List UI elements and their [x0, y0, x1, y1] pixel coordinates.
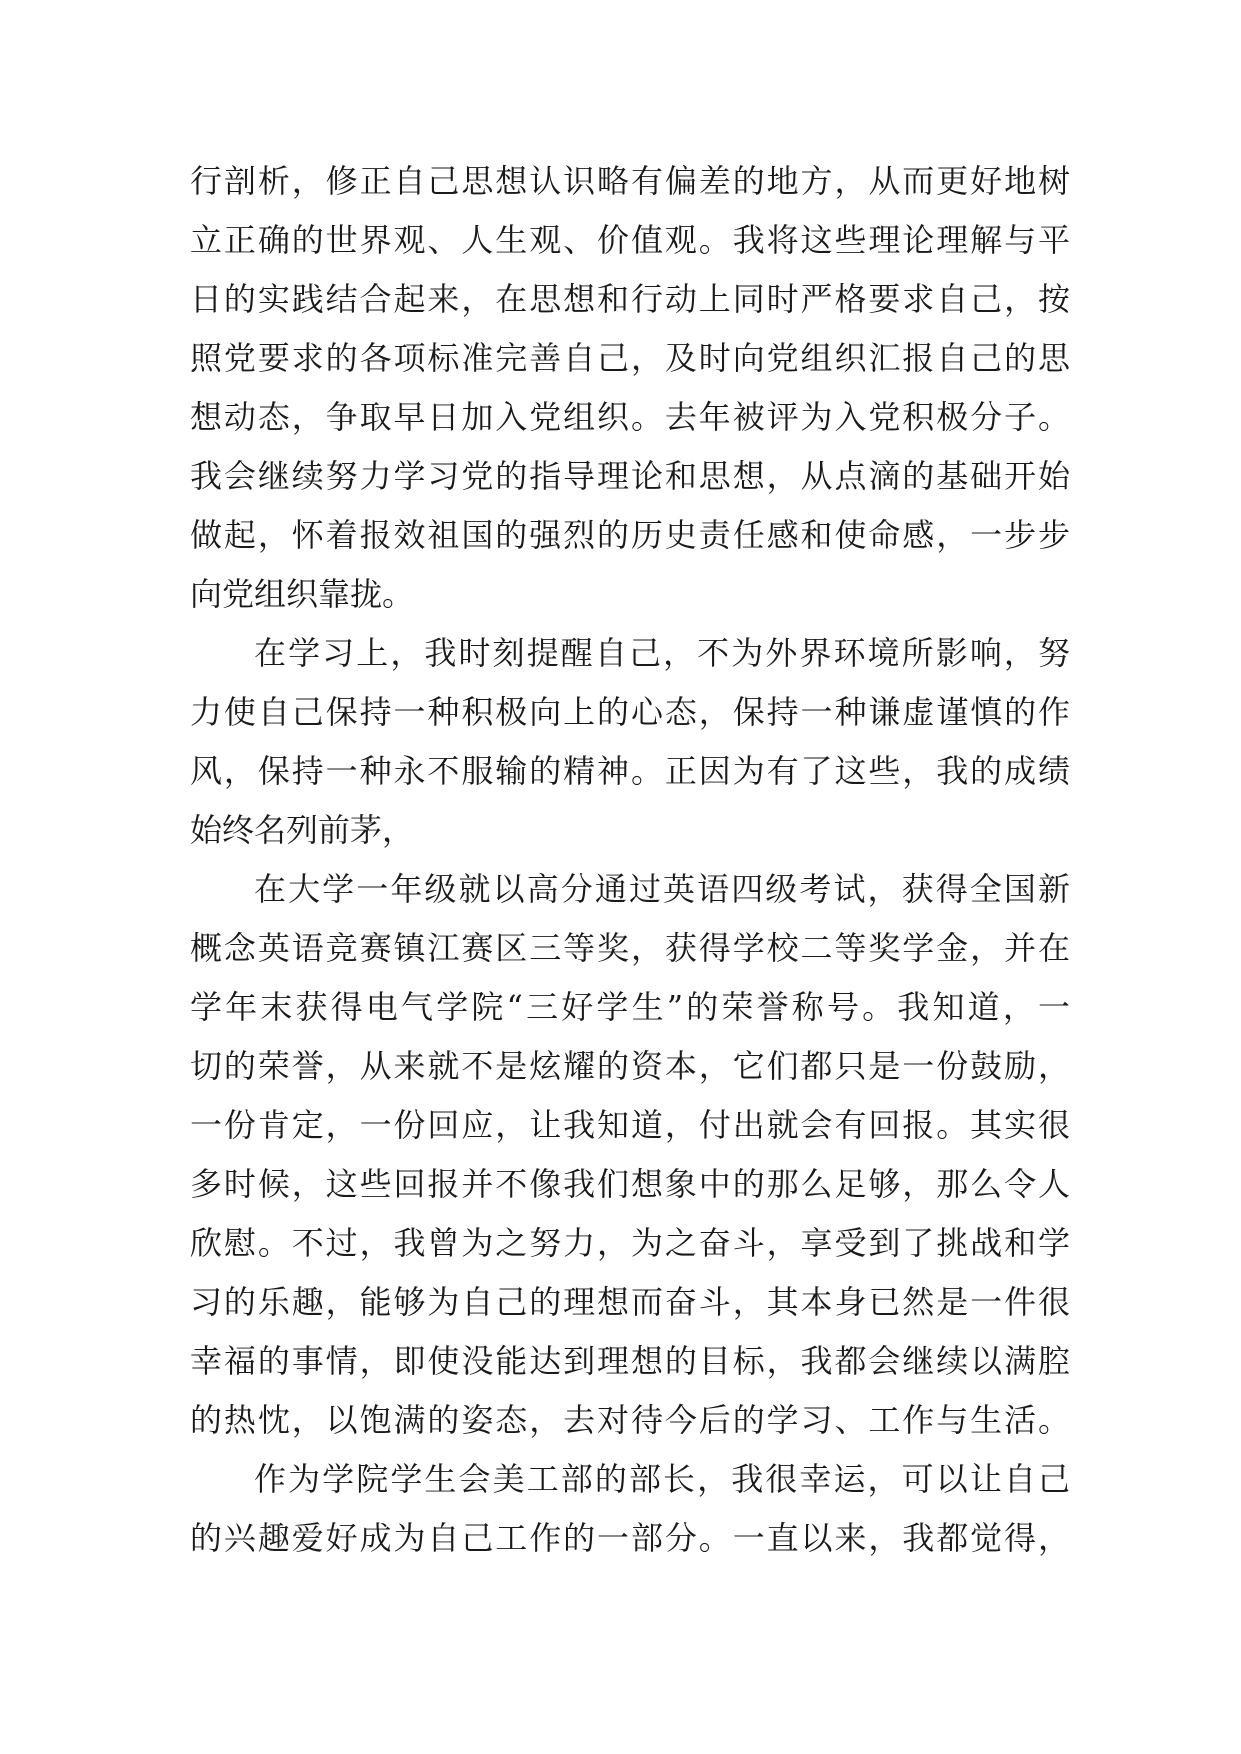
paragraph-first-line: 在大学一年级就以高分通过英语四级考试，获得全国新 [254, 870, 1070, 908]
text-line: 幸福的事情，即使没能达到理想的目标，我都会继续以满腔 [190, 1342, 1070, 1380]
text-line: 一份肯定，一份回应，让我知道，付出就会有回报。其实很 [190, 1106, 1070, 1144]
paragraph-first-line: 作为学院学生会美工部的部长，我很幸运，可以让自己 [254, 1460, 1070, 1498]
text-line: 欣慰。不过，我曾为之努力，为之奋斗，享受到了挑战和学 [190, 1224, 1070, 1262]
text-line: 想动态，争取早日加入党组织。去年被评为入党积极分子。 [190, 398, 1070, 436]
text-line: 我会继续努力学习党的指导理论和思想，从点滴的基础开始 [190, 457, 1070, 495]
text-line: 行剖析，修正自己思想认识略有偏差的地方，从而更好地树 [190, 162, 1070, 200]
text-line: 多时候，这些回报并不像我们想象中的那么足够，那么令人 [190, 1165, 1070, 1203]
text-line: 的兴趣爱好成为自己工作的一部分。一直以来，我都觉得， [190, 1519, 1070, 1557]
text-line: 照党要求的各项标准完善自己，及时向党组织汇报自己的思 [190, 339, 1070, 377]
text-line: 立正确的世界观、人生观、价值观。我将这些理论理解与平 [190, 221, 1070, 259]
text-line: 概念英语竞赛镇江赛区三等奖，获得学校二等奖学金，并在 [190, 929, 1070, 967]
text-line: 做起，怀着报效祖国的强烈的历史责任感和使命感，一步步 [190, 516, 1070, 554]
text-line: 日的实践结合起来，在思想和行动上同时严格要求自己，按 [190, 280, 1070, 318]
text-line: 的热忱，以饱满的姿态，去对待今后的学习、工作与生活。 [190, 1401, 1070, 1439]
text-line: 风，保持一种永不服输的精神。正因为有了这些，我的成绩 [190, 752, 1070, 790]
text-line: 始终名列前茅， [190, 811, 415, 849]
text-line: 向党组织靠拢。 [190, 575, 415, 613]
text-line: 学年末获得电气学院“三好学生”的荣誉称号。我知道，一 [190, 988, 1070, 1026]
body-text [190, 152, 1070, 1568]
text-line: 切的荣誉，从来就不是炫耀的资本，它们都只是一份鼓励， [190, 1047, 1070, 1085]
paragraph-first-line: 在学习上，我时刻提醒自己，不为外界环境所影响，努 [254, 634, 1070, 672]
text-line: 力使自己保持一种积极向上的心态，保持一种谦虚谨慎的作 [190, 693, 1070, 731]
text-line: 习的乐趣，能够为自己的理想而奋斗，其本身已然是一件很 [190, 1283, 1070, 1321]
